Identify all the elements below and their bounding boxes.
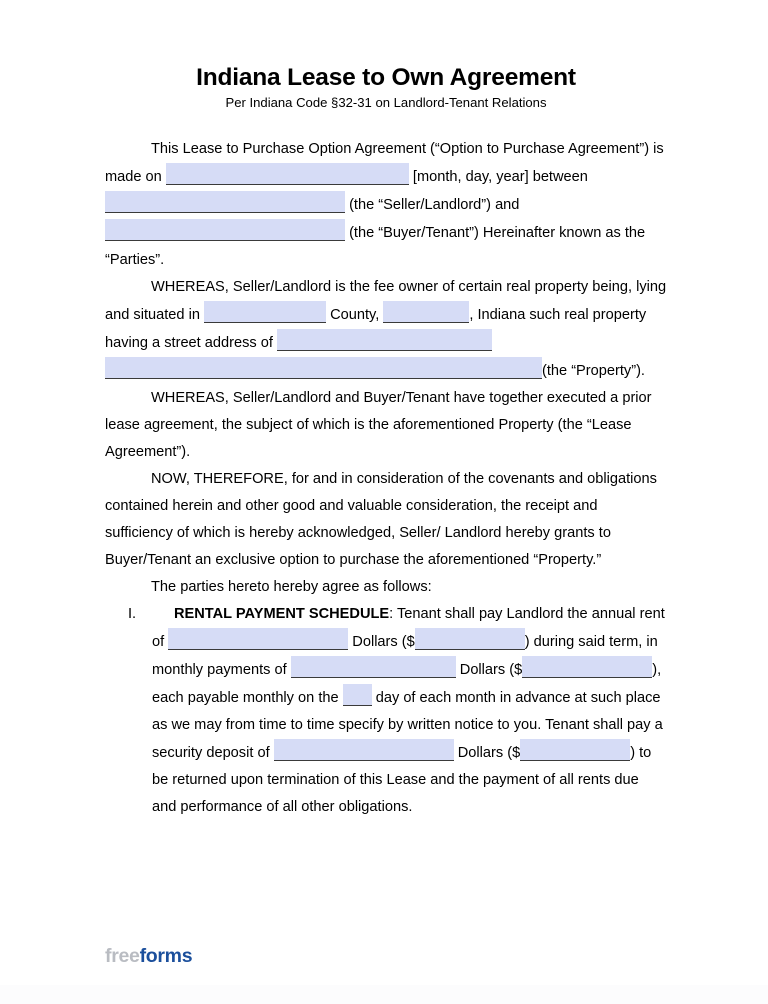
intro-text-2: [month, day, year] between xyxy=(412,169,588,186)
section-text-4: Dollars ($ xyxy=(459,662,523,679)
intro-text-1: This Lease to Purchase Option Agreement (“Option to Purchase Agreement”) is made on xyxy=(105,141,664,186)
now-therefore-text: NOW, THEREFORE, for and in consideration of the covenants and obligations contained herein and other good and valuable consideration, the receipt and sufficiency of which is hereby acknowledged, Seller/ Landlord hereby grants to Buyer/Tenant an exclusive option to purchase the aforementioned “Property.” xyxy=(105,471,657,569)
whereas-lease-text: WHEREAS, Seller/Landlord and Buyer/Tenant have together executed a prior lease agreement, the subject of which is the aforementioned Property (the “Lease Agreement”). xyxy=(105,390,652,461)
paragraph-now-therefore xyxy=(105,466,667,574)
section-text-8: ) to be returned upon termination of this Lease and the payment of all rents due and performance of all other obligations. xyxy=(152,745,652,816)
field-monthly-payment-words[interactable] xyxy=(291,656,456,678)
field-security-deposit-words[interactable] xyxy=(274,739,454,761)
field-security-deposit-amount[interactable] xyxy=(520,739,630,761)
whereas-property-text-1: WHEREAS, Seller/Landlord is the fee owner of certain real property being, lying and situated in xyxy=(105,279,667,324)
field-county[interactable] xyxy=(204,301,326,323)
section-rental-payment-schedule xyxy=(105,601,667,821)
field-agreement-date[interactable] xyxy=(166,163,409,185)
field-buyer-tenant[interactable] xyxy=(105,219,345,241)
whereas-property-text-3: , Indiana such real property having a street address of xyxy=(105,307,647,352)
field-street-address-line1[interactable] xyxy=(277,329,492,351)
paragraph-whereas-lease xyxy=(105,385,667,466)
field-due-day[interactable] xyxy=(343,684,372,706)
field-annual-rent-amount[interactable] xyxy=(415,628,525,650)
section-heading: RENTAL PAYMENT SCHEDULE xyxy=(174,606,390,623)
paragraph-agree-as-follows xyxy=(105,574,667,601)
spacer xyxy=(105,111,667,136)
page-title: Indiana Lease to Own Agreement xyxy=(196,64,576,91)
document-body xyxy=(105,0,667,821)
field-street-address-line2[interactable] xyxy=(105,357,542,379)
page-subtitle: Per Indiana Code §32-31 on Landlord-Tenant Relations xyxy=(225,95,547,111)
intro-text-3: (the “Seller/Landlord”) and xyxy=(349,197,520,214)
logo-text-forms: forms xyxy=(139,945,193,967)
paragraph-intro xyxy=(105,136,667,274)
section-content xyxy=(152,601,667,821)
section-text-6: day of each month in advance at such place as we may from time to time specify by written notice to you. Tenant shall pay a security deposit of xyxy=(152,690,663,762)
section-text-3: ) during said term, in monthly payments of xyxy=(152,634,658,679)
section-text-1: : Tenant shall pay Landlord the annual rent of xyxy=(152,606,665,651)
field-annual-rent-words[interactable] xyxy=(168,628,348,650)
agree-as-follows-text: The parties hereto hereby agree as follows: xyxy=(151,579,432,596)
field-monthly-payment-amount[interactable] xyxy=(522,656,652,678)
logo-text-free: free xyxy=(105,945,140,967)
whereas-property-text-2: County, xyxy=(330,307,380,324)
whereas-property-text-4: (the “Property”). xyxy=(542,363,645,380)
section-text-5: ), each payable monthly on the xyxy=(152,662,662,707)
section-number: I. xyxy=(128,606,137,623)
page-bottom-edge xyxy=(0,985,768,1004)
section-text-7: Dollars ($ xyxy=(457,745,521,762)
section-text-2: Dollars ($ xyxy=(352,634,415,651)
field-seller-landlord[interactable] xyxy=(105,191,345,213)
intro-text-4: (the “Buyer/Tenant”) Hereinafter known as the “Parties”. xyxy=(105,225,646,269)
field-state[interactable] xyxy=(383,301,469,323)
freeforms-logo[interactable] xyxy=(105,947,192,967)
paragraph-whereas-property xyxy=(105,274,667,385)
